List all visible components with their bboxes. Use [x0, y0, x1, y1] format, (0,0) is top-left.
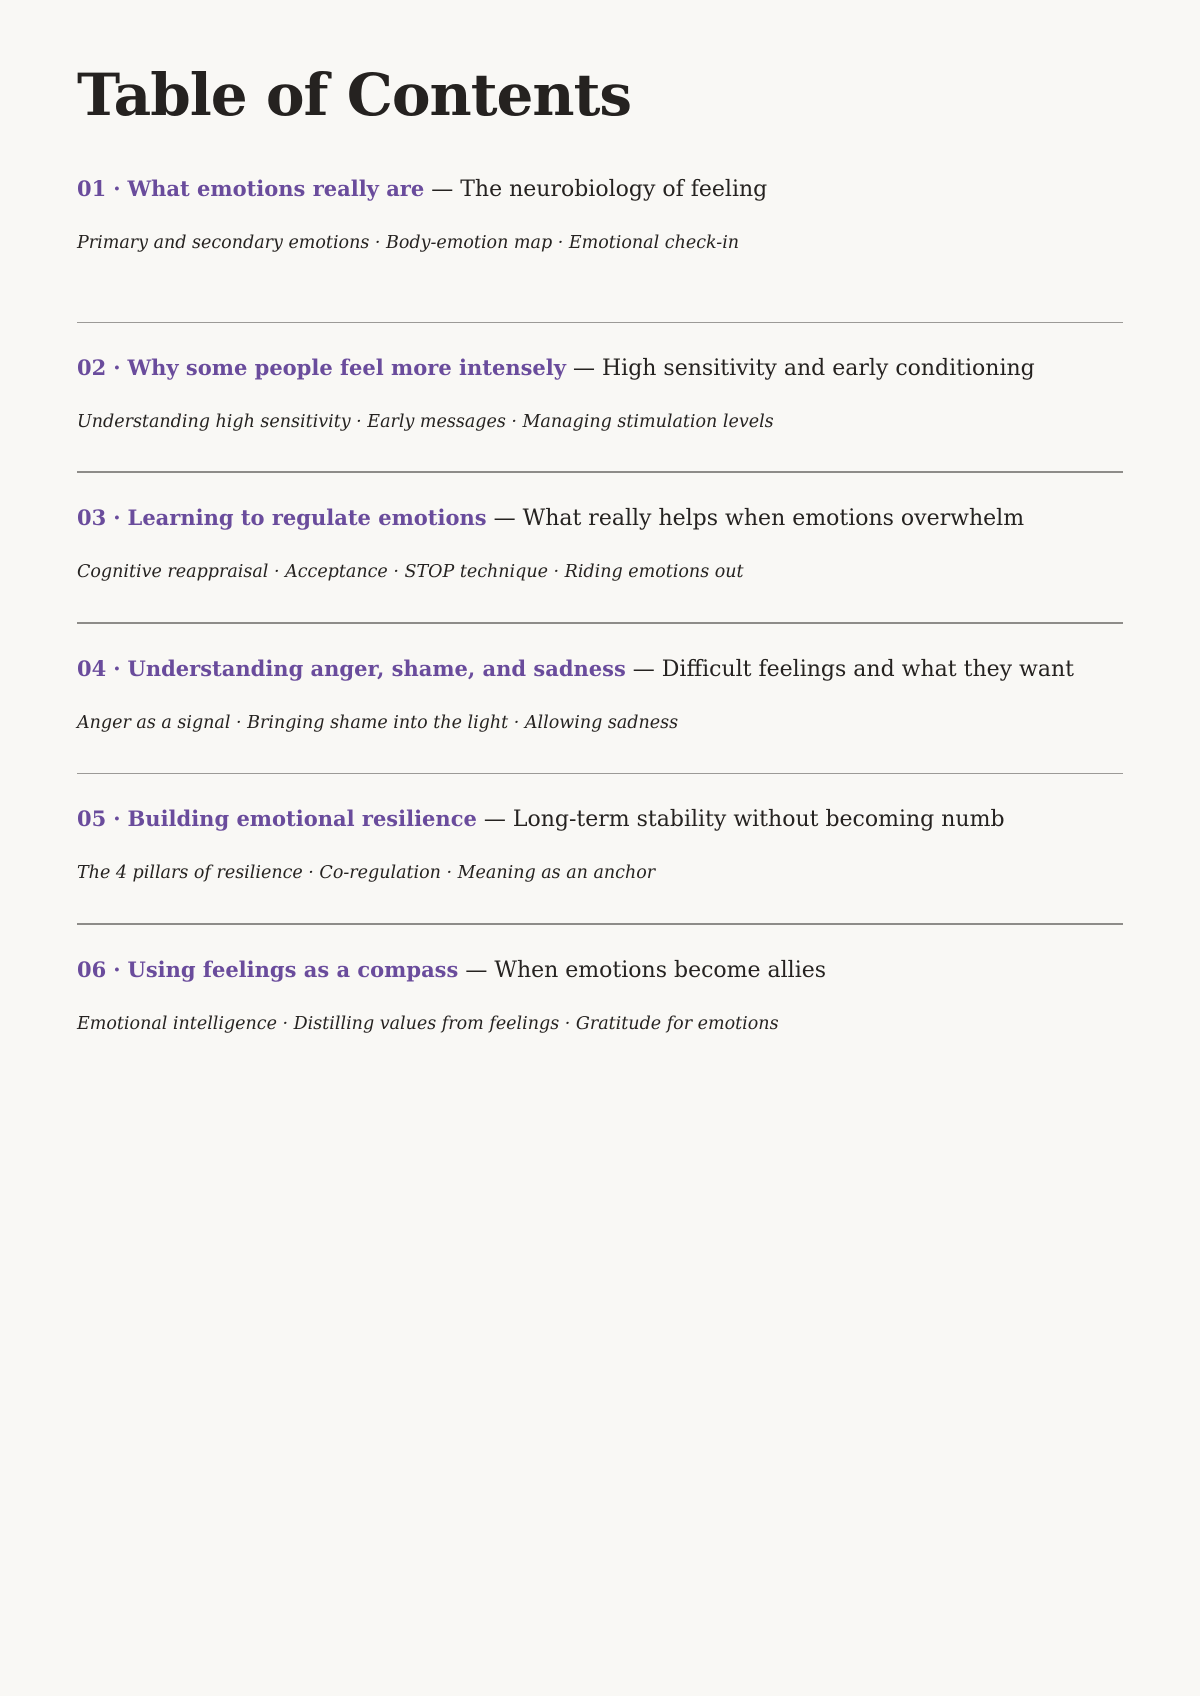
chapter-title: Why some people feel more intensely: [127, 354, 566, 380]
chapter-heading[interactable]: [77, 804, 1005, 835]
chapter-entry-05[interactable]: [77, 774, 1123, 925]
chapter-entry-03[interactable]: [77, 473, 1123, 624]
chapter-topics: Emotional intelligence · Distilling values from feelings · Gratitude for emotions: [77, 1013, 779, 1034]
chapter-entry-01[interactable]: [77, 172, 1123, 323]
chapter-topics: Cognitive reappraisal · Acceptance · STOP technique · Riding emotions out: [77, 562, 744, 582]
chapter-title: What emotions really are: [127, 176, 425, 201]
chapter-entry-04[interactable]: [77, 624, 1123, 775]
chapter-separator: ·: [113, 505, 121, 530]
chapter-subtitle: The neurobiology of feeling: [460, 177, 768, 202]
chapter-number: 06: [77, 956, 107, 982]
chapter-heading[interactable]: [77, 503, 1024, 534]
chapter-number: 02: [77, 354, 107, 380]
chapter-subtitle: When emotions become allies: [494, 957, 827, 983]
chapter-number: 03: [77, 505, 107, 530]
chapter-subtitle: What really helps when emotions overwhelm: [522, 506, 1025, 531]
chapter-separator: ·: [113, 176, 121, 201]
chapter-subtitle: Difficult feelings and what they want: [661, 656, 1075, 682]
chapter-subtitle: Long-term stability without becoming numb: [512, 807, 1005, 832]
chapter-separator: ·: [113, 806, 121, 831]
chapter-title: Building emotional resilience: [127, 806, 477, 831]
chapter-dash: —: [431, 177, 454, 202]
chapter-topics: Primary and secondary emotions · Body-emotion map · Emotional check-in: [77, 233, 740, 253]
chapter-title: Using feelings as a compass: [127, 956, 459, 982]
chapter-topics: Understanding high sensitivity · Early messages · Managing stimulation levels: [77, 411, 774, 432]
chapter-separator: ·: [113, 354, 121, 380]
chapter-dash: —: [632, 656, 655, 682]
chapter-number: 01: [77, 176, 107, 201]
chapter-dash: —: [483, 807, 506, 832]
chapter-number: 05: [77, 806, 107, 831]
chapter-dash: —: [465, 957, 488, 983]
chapter-subtitle: High sensitivity and early conditioning: [601, 355, 1035, 381]
chapter-title: Understanding anger, shame, and sadness: [127, 655, 626, 681]
chapter-heading[interactable]: [77, 955, 826, 986]
chapter-dash: —: [572, 355, 595, 381]
chapter-topics: The 4 pillars of resilience · Co-regulation · Meaning as an anchor: [77, 863, 656, 883]
chapter-heading[interactable]: [77, 174, 767, 205]
chapter-title: Learning to regulate emotions: [127, 505, 487, 530]
chapter-separator: ·: [113, 655, 121, 681]
chapter-list: [77, 172, 1123, 1075]
chapter-entry-06[interactable]: [77, 925, 1123, 1076]
chapter-heading[interactable]: [77, 353, 1035, 384]
chapter-heading[interactable]: [77, 654, 1074, 685]
chapter-separator: ·: [113, 956, 121, 982]
chapter-dash: —: [493, 506, 516, 531]
chapter-entry-02[interactable]: [77, 323, 1123, 474]
chapter-topics: Anger as a signal · Bringing shame into the light · Allowing sadness: [77, 712, 679, 733]
page-title: Table of Contents: [77, 61, 632, 129]
chapter-number: 04: [77, 655, 107, 681]
